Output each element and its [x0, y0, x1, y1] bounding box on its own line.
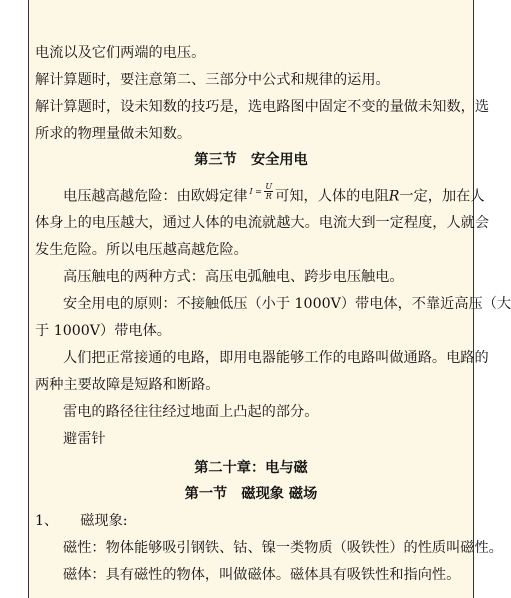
list-number: 1、: [35, 513, 59, 529]
ohms-law-formula: [249, 182, 273, 201]
text-line: 磁性：物体能够吸引钢铁、钴、镍一类物质（吸铁性）的性质叫磁性。: [63, 540, 503, 556]
formula-denominator: R: [265, 192, 272, 201]
text-line: 避雷针: [63, 431, 106, 447]
formula-lhs: I: [249, 187, 253, 196]
text-line: 人们把正常接通的电路，即用电器能够工作的电路叫做通路。电路的: [63, 350, 489, 366]
text-line: 安全用电的原则：不接触低压（小于 1000V）带电体，不靠近高压（大: [63, 296, 511, 312]
text-line: 发生危险。所以电压越高越危险。: [35, 242, 248, 258]
text-segment: 可知，人体的电阻: [275, 188, 389, 205]
document-body: [28, 0, 511, 598]
list-item-heading: [35, 512, 128, 530]
text-line: 于 1000V）带电体。: [35, 323, 171, 339]
chapter-title: 第二十章：电与磁: [194, 460, 308, 476]
text-line-ohms-law: [63, 182, 485, 206]
text-line: 解计算题时，设未知数的技巧是，选电路图中固定不变的量做未知数，选: [35, 99, 490, 115]
text-line: 解计算题时，要注意第二、三部分中公式和规律的运用。: [35, 72, 390, 88]
formula-numerator: U: [265, 182, 273, 191]
variable-r: R: [388, 188, 400, 205]
text-segment: 电压越高越危险：由欧姆定律: [63, 188, 248, 205]
text-line: 所求的物理量做未知数。: [35, 126, 192, 142]
section-title-magnetism: 第一节 磁现象 磁场: [184, 486, 318, 502]
formula-equals: =: [255, 187, 262, 196]
list-heading-text: 磁现象:: [80, 513, 128, 529]
section-title-safety: 第三节 安全用电: [194, 152, 308, 168]
text-line: 两种主要故障是短路和断路。: [35, 377, 220, 393]
text-line: 体身上的电压越大，通过人体的电流就越大。电流大到一定程度，人就会: [35, 215, 490, 231]
text-line: 高压触电的两种方式：高压电弧触电、跨步电压触电。: [63, 269, 404, 285]
text-segment: 一定，加在人: [399, 188, 485, 205]
text-line: 磁体：具有磁性的物体，叫做磁体。磁体具有吸铁性和指向性。: [63, 567, 461, 583]
text-line: 雷电的路径往往经过地面上凸起的部分。: [63, 404, 319, 420]
text-line: 电流以及它们两端的电压。: [35, 45, 206, 61]
